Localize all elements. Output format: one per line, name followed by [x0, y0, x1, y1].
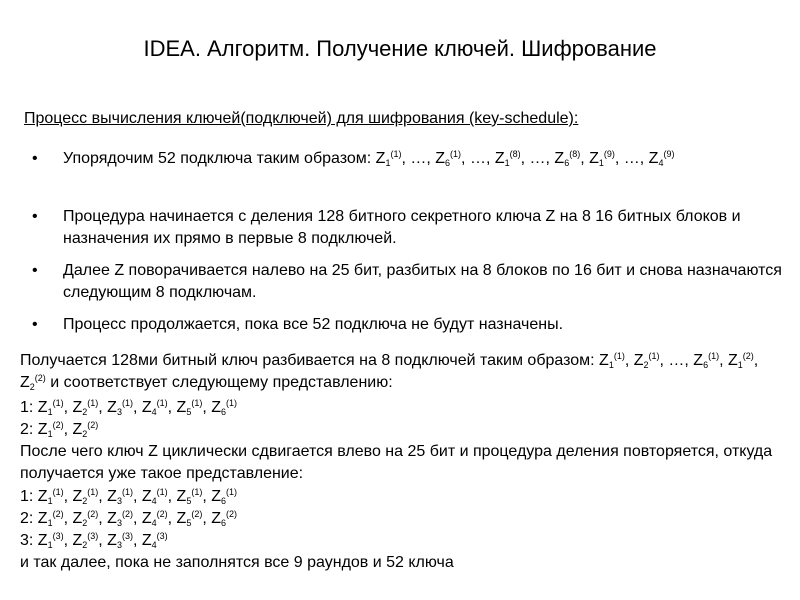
bullet-icon: • [32, 316, 38, 333]
bullet-icon: • [32, 262, 38, 279]
subtitle-text: Процесс вычисления ключей(подключей) для шифрования (key-schedule): [24, 110, 579, 127]
subtitle [24, 110, 578, 128]
body-line: 1: $Z_1^{(1)}$, $Z_2^{(1)}$, $Z_3^{(1)}$, $Z_4^{(1)}$, $Z_5^{(1)}$, $Z_6^{(1)}$ [20, 487, 238, 506]
body-line: 2: $Z_1^{(2)}$, $Z_2^{(2)}$ [20, 420, 99, 439]
bullet-text: Упорядочим 52 подключа таким образом: $Z_1^{(1)}$, …, $Z_6^{(1)}$, …, $Z_1^{(8)}$, …, $Z_6^{(8)}$, $Z_1^{(9)}$, …, $Z_4^{(9)}$ [63, 149, 675, 168]
body-line: Получается 128ми битный ключ разбивается на 8 подключей таким образом: $Z_1^{(1)}$, $Z_2^{(1)}$, …, $Z_6^{(1)}$, $Z_1^{(2)}$, $Z_2^{(2)}$ и соответствует следующему представлению: [20, 351, 759, 392]
bullet-text: Процесс продолжается, пока все 52 подключа не будут назначены. [63, 316, 564, 333]
body-line: 3: $Z_1^{(3)}$, $Z_2^{(3)}$, $Z_3^{(3)}$, $Z_4^{(3)}$ [20, 531, 168, 550]
bullet-icon: • [32, 150, 38, 167]
body-line: 1: $Z_1^{(1)}$, $Z_2^{(1)}$, $Z_3^{(1)}$, $Z_4^{(1)}$, $Z_5^{(1)}$, $Z_6^{(1)}$ [20, 398, 238, 417]
body-line: После чего ключ Z циклически сдвигается влево на 25 бит и процедура деления повторяется, откуда получается уже такое представление: [20, 443, 773, 482]
bullet-text: Далее Z поворачивается налево на 25 бит, разбитых на 8 блоков по 16 бит и снова назначаются следующим 8 подключам. [63, 262, 782, 301]
bullet-text: Процедура начинается с деления 128 битного секретного ключа Z на 8 16 битных блоков и назначения их прямо в первые 8 подключей. [63, 208, 741, 247]
slide-title: IDEA. Алгоритм. Получение ключей. Шифрование [143, 36, 657, 61]
bullet-icon: • [32, 208, 38, 225]
body-line: и так далее, пока не заполнятся все 9 раундов и 52 ключа [20, 554, 454, 571]
body-line: 2: $Z_1^{(2)}$, $Z_2^{(2)}$, $Z_3^{(2)}$, $Z_4^{(2)}$, $Z_5^{(2)}$, $Z_6^{(2)}$ [20, 509, 238, 528]
